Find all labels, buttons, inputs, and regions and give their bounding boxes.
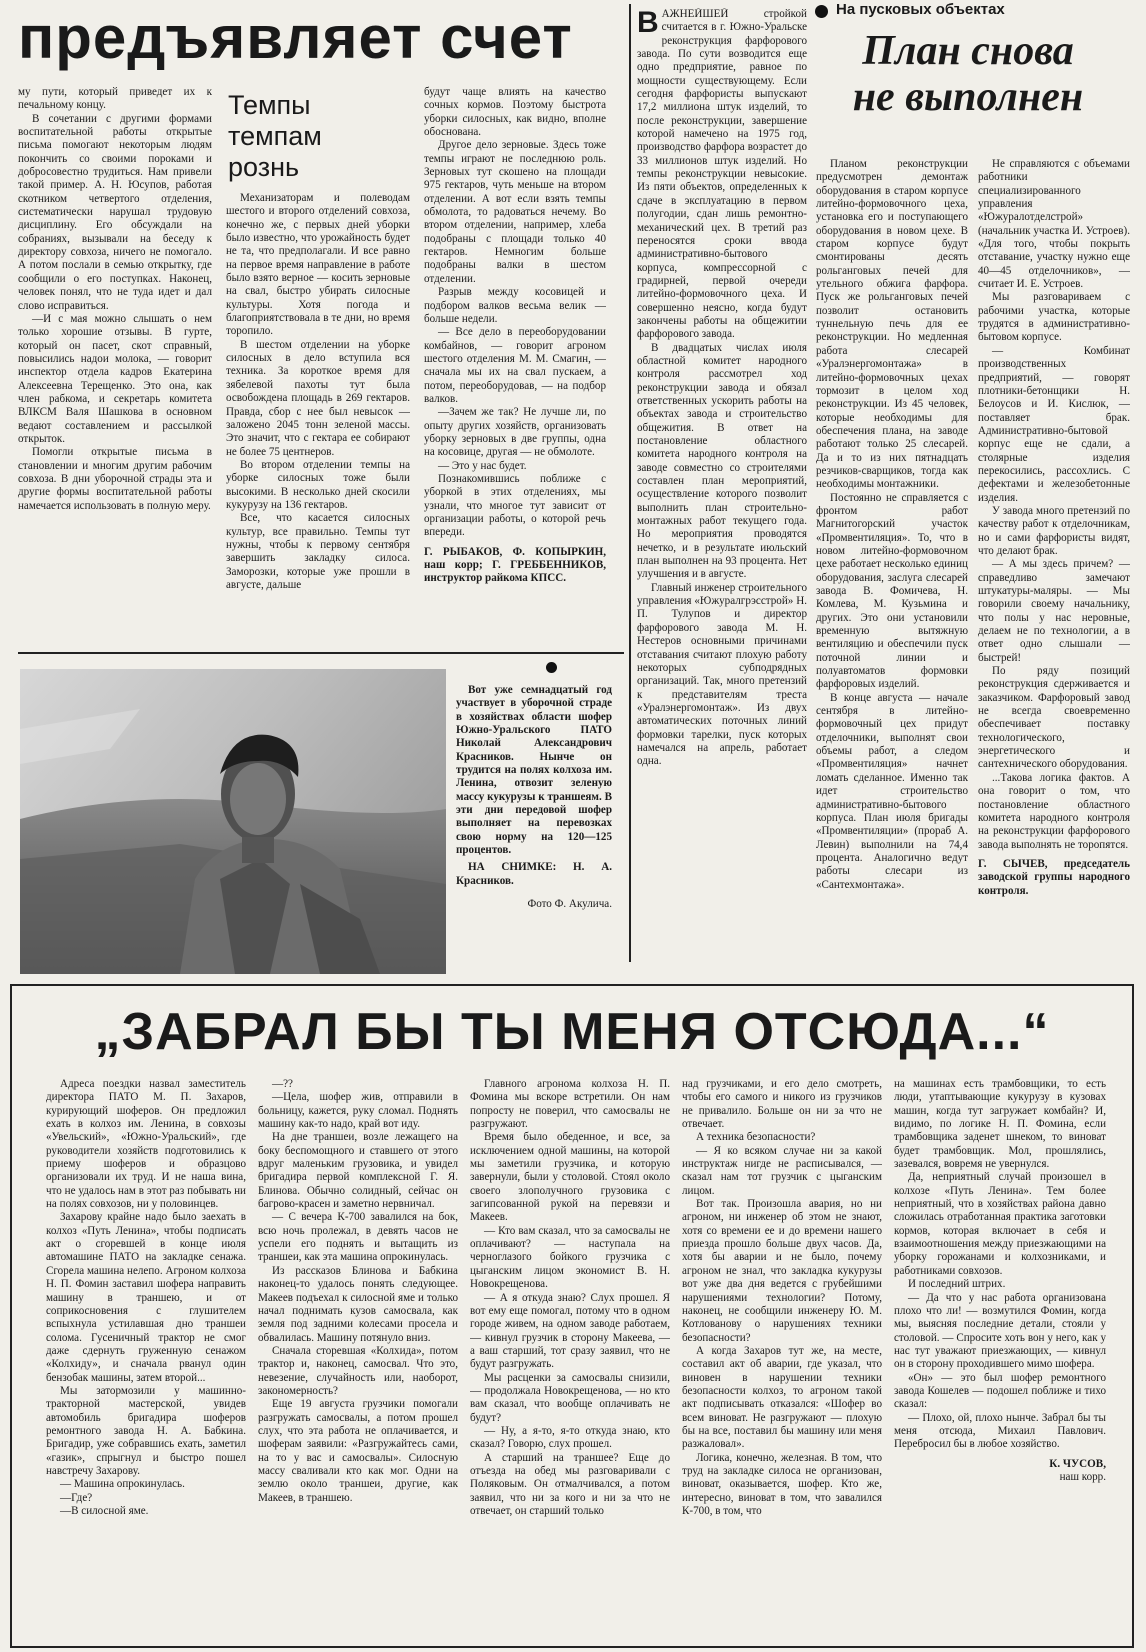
rubric-pusk: На пусковых объектах [836,1,1005,18]
paragraph: Главный инженер строительного управления «Южуралгрэсстрой» Н. П. Тулупов и директор фарфорового завода М. Н. Нестеров основными причинами отставания считают плохую работу некоторых субподрядных организаций. Так, много претензий к представителям треста «Уралэнергомонтаж». Из двух автоматических поточных линий формовки тарелки, пуск которых намечался на апрель, работает одна. [637,581,807,768]
paragraph: Да, неприятный случай произошел в колхозе «Путь Ленина». Тем более неприятный, что в хозяйствах района давно сложилась отработанная практика заготовки кормов, которая включает в себя и взаимоотношения между приезжающими на уборку горожанами и колхозниками, и работниками совхозов. [894,1171,1106,1277]
paragraph: Вот так. Произошла авария, но ни агроном, ни инженер об этом не знают, хотя со времени ее и до времени нашего приезда прошло больше двух часов. Да, хотя бы аварии и не было, почему агроном не знал, что закладка кукурузы вот уже два дня ведется с грубейшими нарушениями технологии? Потому, наконец, не сообщили инженеру Ю. М. Котлованову о нарушениях техники безопасности? [682,1198,882,1344]
paragraph: — Я ко всяком случае ни за какой инструктаж нигде не расписывался, — сказал нам тот грузчик с цыганским лицом. [682,1144,882,1197]
headline-plan [808,28,1128,128]
signature-name: К. ЧУСОВ, [1049,1457,1106,1470]
photo-credit: Фото Ф. Акулича. [527,898,612,911]
caption-on-photo: НА СНИМКЕ: Н. А. Красников. [456,861,612,887]
paragraph: Захарову крайне надо было заехать в колхоз «Путь Ленина», чтобы подписать акт о сгоревшей в конце июля автомашине ПАТО на закладке сенажа. Сгорела машина нелепо. Агроном колхоза Н. П. Фомин заставил шофера направить машину в траншею, и от соприкосновения с глушителем вспыхнула устилавшая дно траншеи солома. Гусеничный трактор не смог даже сдернуть груженную сенажом «Колхиду», и сначала рванул один бензобак машины, затем второй... [46,1211,246,1384]
paragraph: Главного агронома колхоза Н. П. Фомина мы вскоре встретили. Он нам попросту не поверил, что самосвалы не разгружают. [470,1078,670,1131]
paragraph: — Да что у нас работа организована плохо что ли! — возмутился Фомин, когда мы, выясняя последние детали, стояли у столовой. — Спросите хоть вон у него, как у нас тут уважают приезжающих, — кивнул он в сторону проходившего мимо шофера. [894,1291,1106,1371]
headline-line: рознь [228,152,300,182]
paragraph: ...Такова логика фактов. А она говорит о том, что постановление областного комитета народного контроля на реконструкции фарфорового завода выполнять не торопятся. [978,771,1130,851]
paragraph: —Зачем же так? Не лучше ли, по опыту других хозяйств, организовать уборку зерновых в две группы, одна на косовице, другая — не обмолоте. [424,406,606,459]
paragraph: В конце августа — начале сентября в литейно-формовочный цех придут отделочники, выполнят свои объемы работ, а следом «Промвентиляция» начнет ломать сделанное. Именно так идет строительство административно-бытового корпуса. План июля бригады «Промвентиляции» (прораб А. Левин) выполнили на 74,4 процента. Аналогично ведут работы слесари из «Сантехмонтажа». [816,691,968,891]
article-plan-col2 [816,158,968,962]
paragraph: А когда Захаров тут же, на месте, составил акт об аварии, где указал, что виновен в нарушении техники безопасности колхоз, то агроном такой акт подписывать отказался: «Шофер во всем виноват. Не разгружают — плохую бы на все, поставил бы машину или меня разжаловал». [682,1344,882,1451]
signature: Г. СЫЧЕВ, председатель заводской группы народного контроля. [978,857,1130,897]
paragraph: Мы разговариваем с рабочими участка, которые трудятся в административно-бытовом корпусе. [978,291,1130,344]
drop-cap: В [637,8,659,39]
paragraph: — Ну, а я-то, я-то откуда знаю, кто сказал? Говорю, слух прошел. [470,1424,670,1451]
article-zabral-col4 [682,1078,882,1643]
paragraph: Еще 19 августа грузчики помогали разгружать самосвалы, а потом прошел слух, что эта работа не оплачивается, и шоферам заявили: «Разгружайтесь сами, на то у вас и самосвалы». Силосную массу сваливали кто как мог. Одни на землю около траншеи, другие, как Макеев, в траншею. [258,1398,458,1504]
section-divider [18,652,624,654]
headline-line: темпам [228,121,322,151]
headline-line: План снова [862,28,1074,74]
paragraph: Все, что касается силосных культур, все правильно. Темпы тут нужны, чтобы к первому сентября завершить закладку силоса. Заморозки, которые уже прошли в августе, дальше [226,512,410,591]
caption-text: Вот уже семнадцатый год участвует в уборочной страде в хозяйствах области шофер Южно-Уральского ПАТО Николай Александрович Красников. Нынче он трудится на полях колхоза им. Ленина, отвозит зеленую массу кукурузы к траншеям. В эти дни передовой шофер выполняет на перевозках свою норму на 120—125 процентов. [456,684,612,857]
article-tempy-col1 [226,192,410,644]
article-tempy-col2 [424,86,606,644]
headline-line: Темпы [228,90,311,120]
column-divider [629,4,631,962]
paragraph: — А мы здесь причем? — справедливо замечают штукатуры-маляры. — Мы говорили своему начальнику, что полы у нас неровные, делаем не по технологии, а в ответ одно слышали — быстрей! [978,558,1130,664]
paragraph: Во втором отделении темпы на уборке силосных тоже были высокими. В несколько дней скосили кукурузу на 136 гектаров. [226,458,410,511]
paragraph: — Кто вам сказал, что за самосвалы не оплачивают? — наступала на черноглазого бойкого грузчика с цыганским лицом экономист В. Н. Новокрещенова. [470,1224,670,1291]
paragraph: — С вечера К-700 завалился на бок, всю ночь пролежал, в девять часов не успели его поднять и вытащить из траншеи, как эта машина опрокинулась. [258,1211,458,1264]
paragraph: Помогли открытые письма в становлении и многим другим рабочим совхоза. В дни уборочной страды эта и другие формы воспитательной работы намечается использовать в полную меру. [18,446,212,512]
headline-zabral: „ЗАБРАЛ БЫ ТЫ МЕНЯ ОТСЮДА...“ [94,1004,1050,1061]
signature: Г. РЫБАКОВ, Ф. КОПЫРКИН, наш корр; Г. ГРЕББЕННИКОВ, инструктор райкома КПСС. [424,545,606,585]
paragraph: Мы расценки за самосвалы снизили, — продолжала Новокрещенова, — но кто вам сказал, что вообще оплачивать не будут? [470,1371,670,1424]
paragraph: «Он» — это был шофер ремонтного завода Кошелев — подошел поближе и тихо сказал: [894,1371,1106,1411]
paragraph: В сочетании с другими формами воспитательной работы открытые письма помогают некоторым людям покончить со своими пороками и добросовестно трудиться. Нам привели такой пример. А. Н. Юсупов, работая скотником четвертого отделения, систематически нарушал трудовую дисциплину. Его обсуждали на собраниях, вызывали на беседу к директору совхоза, ничего не помогало. А потом послали в семью открытку, где сообщили о его поступках. Наконец, человек понял, что не туда идет и дал слово исправиться. [18,112,212,312]
paragraph: В шестом отделении на уборке силосных в дело вступила вся техника. За короткое время для зябелевой пахоты тут была освобождена площадь в 269 гектаров. Правда, сбор с нее был невысок — заложено 2045 тонн зеленой массы. Это значит, что с гектара ее собирают не более 75 центнеров. [226,338,410,458]
paragraph: У завода много претензий по качеству работ к отделочникам, но и сами фарфористы видят, что делают брак. [978,504,1130,557]
paragraph: Планом реконструкции предусмотрен демонтаж оборудования в старом корпусе литейно-формовочного цеха, установка его и поступающего оборудования в новом цехе. В старом корпусе будут смонтированы десять рольганговых печей для утельного обжига фарфора. Пуск же рольганговых печей позволит остановить туннельную печь для ее реконструкции. Но медленная работа слесарей «Уралэнергомонтажа» в литейно-формовочных цехах тормозит в целом ход реконструкции. Из 45 человек, которые необходимы для обеспечения плана, на заводе работают только 25 слесарей. Да и то из них пятнадцать резчиков-сварщиков, тогда как необходимы монтажники. [816,158,968,491]
paragraph: — Плохо, ой, плохо нынче. Забрал бы ты меня отсюда, Михаил Павлович. Перебросил бы в любое хозяйство. [894,1411,1106,1451]
headline-schet: предъявляет счет [18,8,573,71]
article-zabral-col1 [46,1078,246,1643]
paragraph: Сначала сторевшая «Колхида», потом трактор и, наконец, самосвал. Что это, невезение, случайность или, наоборот, закономерность? [258,1344,458,1397]
paragraph: На дне траншеи, возле лежащего на боку беспомощного и ставшего от этого вдруг маленьким грузовика, и увидел бригадира первой комплексной Г. Я. Блинова. Обычно солидный, сейчас он багрово-красен и заметно нервничал. [258,1131,458,1211]
lead-text: АЖНЕЙШЕЙ стройкой считается в г. Южно-Уральске реконструкция фарфорового завода. По сути возводится еще одно предприятие, равное по мощности существующему. Если сегодня фарфористы выпускают 17,2 миллиона штук изделий, то после реконструкции, завершение которой намечено на 1975 год, производство фарфора возрастет до 33 миллионов штук изделий. Но темпы реконструкции невысокие. Из пяти объектов, определенных к сдаче в эксплуатацию в первом полугодии, сдан лишь ремонтно-механический цех. В третий раз переносятся сроки ввода административно-бытового корпуса, компрессорной с градирней, первой очереди литейно-формовочного цеха. И совершенно неясно, когда будут закончены работы на общежитии фарфорового завода. [637,8,807,341]
paragraph: Разрыв между косовицей и подбором валков весьма велик — больше недели. [424,286,606,325]
paragraph: Из рассказов Блинова и Бабкина наконец-то удалось понять следующее. Макеев подъехал к силосной яме и только начал поднимать кузов самосвала, как земля под задними колесами просела и обвалилась. Машину потянуло вниз. [258,1264,458,1344]
headline-line: не выполнен [852,74,1084,120]
article-zabral-col2 [258,1078,458,1643]
photo-caption [456,684,612,974]
paragraph: му пути, который приведет их к печальному концу. [18,86,212,112]
article-plan-col1 [637,8,807,962]
paragraph: — Комбинат производственных предприятий, — говорят плотники-бетонщики Н. Белоусов и И. Кислюк, — поставляет брак. Административно-бытовой корпус еще не сдали, а столярные изделия перекосились, рассохлись. С дефектами и железобетонные изделия. [978,344,1130,504]
paragraph: Время было обеденное, и все, за исключением одной машины, на которой мы заметили грузчика, и которую завернули, были у столовой. Стоял около своего злополучного грузовика с загипсованной рукой на перевязи и Макеев. [470,1131,670,1224]
paragraph: на машинах есть трамбовщики, то есть люди, утаптывающие кукурузу в кузовах машин, когда тут загружает комбайн? И, видимо, по логике Н. П. Фомина, если трамбовщика заденет шнеком, то виноват будет трамбовщик. Мол, прошлялись, зазевался, вовремя не увернулся. [894,1078,1106,1171]
rubric-bullet-icon [815,5,828,18]
paragraph: И последний штрих. [908,1278,1006,1291]
paragraph: —?? [272,1078,293,1090]
headline-tempy [228,90,398,186]
paragraph: над грузчиками, и его дело смотреть, чтобы его самого и никого из грузчиков не привалило. Больше он ни за что не отвечает. [682,1078,882,1131]
paragraph: —Цела, шофер жив, отправили в больницу, кажется, руку сломал. Поднять машину как-то надо, край вот иду. [258,1091,458,1131]
paragraph: Постоянно не справляется с фронтом работ Магнитогорский участок «Промвентиляция». То, что в новом литейно-формовочном цехе работает несколько единиц оборудования, заслуга слесарей завода В. Фомичева, Н. Комлева, М. Кузьмина и других. Это они установили временную вытяжную вентиляцию и обеспечили пуск поточной линии и полуавтоматов формовки фарфоровых изделий. [816,491,968,691]
paragraph: Механизаторам и полеводам шестого и второго отделений совхоза, конечно же, с первых дней уборки было известно, что урожайность будет не та, что предполагали. И все равно на первое время направление в работе было взято верное — косить зерновые на свал, быстро убирать силосные культуры. Хотя погода и благоприятствовала в те дни, но время торопило. [226,192,410,338]
paragraph: —Где? [60,1491,93,1504]
paragraph: В двадцатых числах июля областной комитет народного контроля рассмотрел ход реконструкции завода и обязал ответственных ускорить работы на объектах завода и строительство общежития. В ответ на постановление областного комитета народного контроля на заводе совместно со строителями составлен план мероприятий, осуществление которого позволит выполнить план строительно-монтажных работ текущего года. Но мероприятия проводятся нечетко, и в результате июльский план выполнен на 93 процента. Нет улучшения и в августе. [637,341,807,581]
article-schet-text [18,86,212,644]
photo-krasnikov [20,669,446,974]
paragraph: — Это у нас будет. [438,459,527,472]
paragraph: Другое дело зерновые. Здесь тоже темпы играют не последнюю роль. Зерновых тут скошено на площади 975 гектаров, чуть меньше на втором отделении. А вот если взять темпы обмолота, то радоваться нечему. Во втором отделении, например, хлеба подобраны с площади только 40 гектаров. Немногим больше подобраны валки в шестом отделении. [424,139,606,285]
paragraph: —И с мая можно слышать о нем только хорошие отзывы. В гурте, который он пасет, скот справный, повысились надои молока, — говорит инспектор отдела кадров Екатерина Алексеевна Терещенко. Это она, как член рабкома, и секретарь комитета ВЛКСМ Валя Шашкова в основном ведают составлением и рассылкой открыток. [18,312,212,445]
paragraph: —В силосной яме. [60,1505,149,1517]
paragraph: Мы затормозили у машинно-тракторной мастерской, увидев автомобиль бригадира шоферов ремонтного завода Н. А. Бабкина. Бригадир, уже собравшись ехать, заметил «газик», спрыгнул и быстро пошел навстречу Захарову. [46,1384,246,1477]
paragraph: По ряду позиций реконструкция сдерживается и заказчиком. Фарфоровый завод не всегда своевременно обеспечивает поставку технологического, энергетического и сантехнического оборудования. [978,665,1130,771]
paragraph: — Все дело в переоборудовании комбайнов, — говорит агроном шестого отделения М. М. Смагин, — сначала мы их на свал пускаем, а потом, переоборудовав, — на подбор валков. [424,326,606,405]
signature-role: наш корр. [1059,1470,1106,1483]
paragraph: Адреса поездки назвал заместитель директора ПАТО М. П. Захаров, курирующий шоферов. Он предложил ехать в колхоз им. Ленина, в совхозы «Увельский», «Южно-Уральский», где руководители хозяйств подготовились к приему шоферов и образцово организовали их труд. И не наша вина, что не удалось нам в этот раз побывать ни на полях совхозов, ни у половинцев. [46,1078,246,1211]
article-zabral-col3 [470,1078,670,1643]
article-plan-col3 [978,158,1130,962]
paragraph: А старший на траншее? Еще до отъезда на обед мы разговаривали с Поляковым. Он отмалчивался, а потом заявил, что ни за кого и ни за что не отвечает, он старший только [470,1451,670,1517]
portrait-photo-image [20,669,446,974]
paragraph: будут чаще влиять на качество сочных кормов. Поэтому быстрота уборки силосных, как видно, вполне обоснована. [424,86,606,139]
paragraph: Познакомившись поближе с уборкой в этих отделениях, мы узнали, что многое тут зависит от организации работы, о которой речь впереди. [424,472,606,539]
article-zabral-col5 [894,1078,1106,1643]
paragraph: Не справляются с объемами работники специализированного управления «Южуралотделстрой» (начальник участка И. Устроев). «Для того, чтобы покрыть отставание, участку нужно еще 40—45 отделочников», — считает И. Е. Устроев. [978,158,1130,291]
paragraph: А техника безопасности? [696,1131,816,1144]
paragraph: — Машина опрокинулась. [60,1478,185,1491]
bullet-icon [546,662,557,673]
paragraph: Логика, конечно, железная. В том, что труд на закладке силоса не организован, виноват, оказывается, шофер. Кто же, интересно, виноват в том, что завалился К-700, в том, что [682,1451,882,1517]
paragraph [637,8,807,342]
paragraph: — А я откуда знаю? Слух прошел. Я вот ему еще помогал, потому что в одном городе живем, на одном заводе работаем, — кивнул грузчик в сторону Макеева, — а ваш старший, тот сразу заявил, что не будут разгружать. [470,1291,670,1371]
